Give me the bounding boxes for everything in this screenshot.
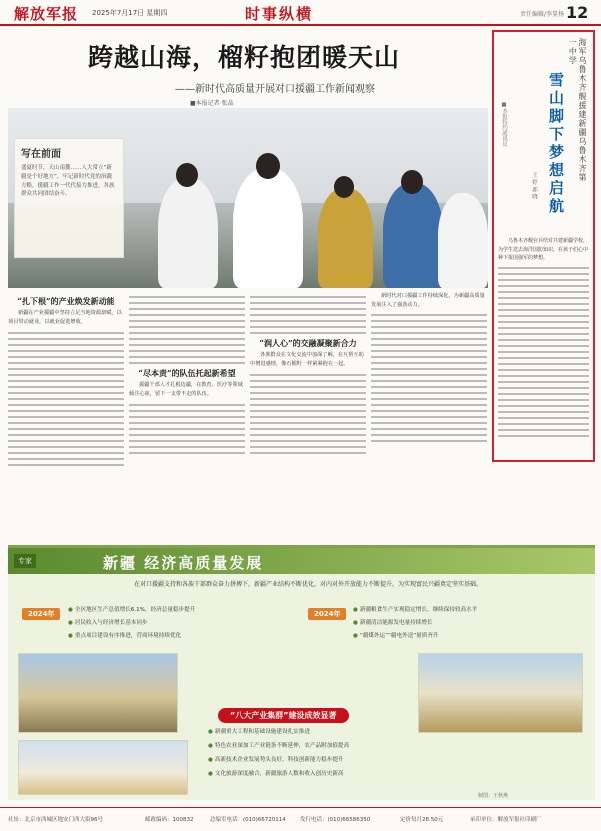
section-paragraph: 新疆在产业援疆中坚持立足当地资源禀赋，以项目带动就业，以就业促进增收。 [8, 310, 122, 326]
mid-item [208, 756, 468, 765]
lead-photo [8, 108, 488, 288]
right-stat-item [353, 619, 583, 628]
article-column [8, 292, 124, 540]
bullet-icon: ● [208, 729, 215, 735]
right-stat-item [353, 606, 583, 615]
infographic-banner [8, 545, 595, 800]
article-headline: 跨越山海，榴籽抱团暖天山 [88, 43, 401, 72]
text-lines [250, 296, 366, 334]
bullet-icon: ● [208, 771, 215, 777]
sidebar-authors: 王 婷 郭 晓 [531, 172, 537, 200]
footer-print: 承印单位：解放军报社印刷厂 [470, 817, 542, 823]
article-column [250, 292, 366, 540]
right-stat-text: 新疆粮食生产实现稳定增长，继续保持较高水平 [359, 607, 478, 613]
person-head-icon [176, 163, 198, 187]
article-body [8, 292, 488, 540]
person-head-icon [256, 153, 280, 179]
bullet-icon: ● [353, 633, 360, 639]
mid-item-text: 文化旅游深度融合，新疆旅游人数和收入创历史新高 [214, 771, 344, 777]
right-stat-item [353, 632, 583, 641]
right-stat-text: “疆煤外运”“疆电外送”量质齐升 [359, 633, 439, 639]
left-stat-item [68, 632, 298, 641]
left-stat-text: 居民收入与经济增长基本同步 [74, 620, 148, 626]
text-lines [371, 314, 487, 442]
banner-badge: 专家 [14, 554, 36, 568]
text-lines [8, 332, 124, 466]
sidebar-author-note: ■本报特约通讯员 [501, 102, 507, 147]
section-paragraph: 援疆干部人才扎根边疆，在教育、医疗等领域倾注心血，留下一支带不走的队伍。 [129, 382, 243, 398]
footer [0, 807, 601, 831]
person-head-icon [334, 176, 354, 198]
article-column [129, 292, 245, 540]
intro-text: 盛夏时节，天山南麓……人大常立“新疆是个好地方”，牢记新时代党的治疆方略，援疆工作一代代接力推进，各族群众共同团结奋斗。 [21, 165, 115, 198]
section-heading: “扎下根”的产业焕发新动能 [17, 296, 115, 306]
intro-title: 写在前面 [21, 149, 61, 160]
graphic-credit: 制图：王秋燕 [478, 793, 509, 799]
mid-item-text: 高新技术企业发展势头良好，科技创新能力稳步提升 [214, 757, 344, 763]
masthead [0, 0, 601, 26]
right-year-tag: 2024年 [308, 608, 346, 620]
issue-date: 2025年7月17日 星期四 [92, 9, 168, 17]
person-head-icon [401, 170, 423, 194]
bullet-icon: ● [353, 607, 360, 613]
page-number: 12 [566, 3, 589, 22]
person-figure-icon [158, 178, 218, 288]
section-heading: “尽本责”的队伍托起新希望 [138, 368, 236, 378]
left-stat-text: 重点项目建设有序推进，营商环境持续优化 [74, 633, 182, 639]
banner-lead: 在对口援疆支持和各族干部群众奋力拼搏下，新疆产业结构不断优化，对内对外开放能力不断提升，为实现富民兴疆奠定坚实基础。 [133, 581, 482, 588]
sidebar-kicker: 海军乌鲁木齐舰援建新疆乌鲁木齐第一中学 [568, 38, 587, 182]
bullet-icon: ● [68, 633, 75, 639]
mid-item [208, 770, 468, 779]
bullet-icon: ● [68, 620, 75, 626]
bullet-icon: ● [68, 607, 75, 613]
article-byline: ■本报记者 张晶 [190, 100, 234, 107]
bullet-icon: ● [208, 743, 215, 749]
landscape-photo-icon [18, 653, 178, 733]
field-photo-icon [418, 653, 583, 733]
left-stat-item [68, 619, 298, 628]
footer-phone: 总编室电话：(010)66720114 [210, 817, 286, 823]
banner-header [8, 548, 595, 574]
section-paragraph: 各族群众在文化交流中加深了解，在互帮互助中增进感情，像石榴籽一样紧紧抱在一起。 [250, 352, 364, 368]
sidebar-paragraph: 乌鲁木齐舰官兵结对共建新疆学校，为学生送去海洋国防知识，在孩子们心中种下报国强军的梦想。 [498, 238, 589, 261]
person-figure-icon [438, 193, 488, 288]
text-lines [250, 374, 366, 454]
article-column [371, 292, 487, 540]
left-stat-item [68, 606, 298, 615]
footer-price: 定价每月28.50元 [400, 817, 444, 823]
left-stat-text: 全区地区生产总值增长6.1%，经济总量稳步提升 [74, 607, 196, 613]
bullet-icon: ● [208, 757, 215, 763]
building-photo-icon [18, 740, 188, 795]
mid-item [208, 742, 468, 751]
person-figure-icon [383, 183, 443, 288]
article-subhead: ——新时代高质量开展对口援疆工作新闻观察 [175, 84, 375, 95]
mid-section-title: “八大产业集群”建设成效显著 [218, 708, 349, 723]
text-lines [129, 296, 245, 364]
person-figure-icon [233, 168, 303, 288]
sidebar-body [498, 237, 589, 441]
editor-credit: 责任编辑/李显扬 [520, 11, 565, 18]
mid-item [208, 728, 468, 737]
footer-fax: 发行电话：(010)66586350 [300, 817, 371, 823]
text-lines [129, 404, 245, 454]
mid-item-text: 特色农业深加工产业链条不断延伸，农产品附加值提高 [214, 743, 350, 749]
footer-zip: 邮政编码：100832 [145, 817, 194, 823]
intro-box [14, 138, 124, 258]
sidebar-story [492, 30, 595, 462]
section-title: 时事纵横 [245, 5, 314, 23]
right-stat-text: 新疆清洁能源发电量持续增长 [359, 620, 433, 626]
bullet-icon: ● [353, 620, 360, 626]
sidebar-title: 雪山脚下梦想启航 [547, 72, 565, 216]
section-paragraph: 新时代对口援疆工作持续深化，为新疆高质量发展注入了强劲动力。 [371, 293, 485, 309]
footer-address: 社址：北京市西城区地安门西大街96号 [8, 817, 103, 823]
left-year-tag: 2024年 [22, 608, 60, 620]
person-figure-icon [318, 188, 373, 288]
banner-title: 新疆 经济高质量发展 [103, 554, 264, 572]
newspaper-logo: 解放军报 [14, 5, 79, 23]
text-lines [498, 267, 589, 437]
section-heading: “润人心”的交融凝聚新合力 [259, 338, 357, 348]
mid-item-text: 新疆重大工程和基础设施建设扎实推进 [214, 729, 310, 735]
